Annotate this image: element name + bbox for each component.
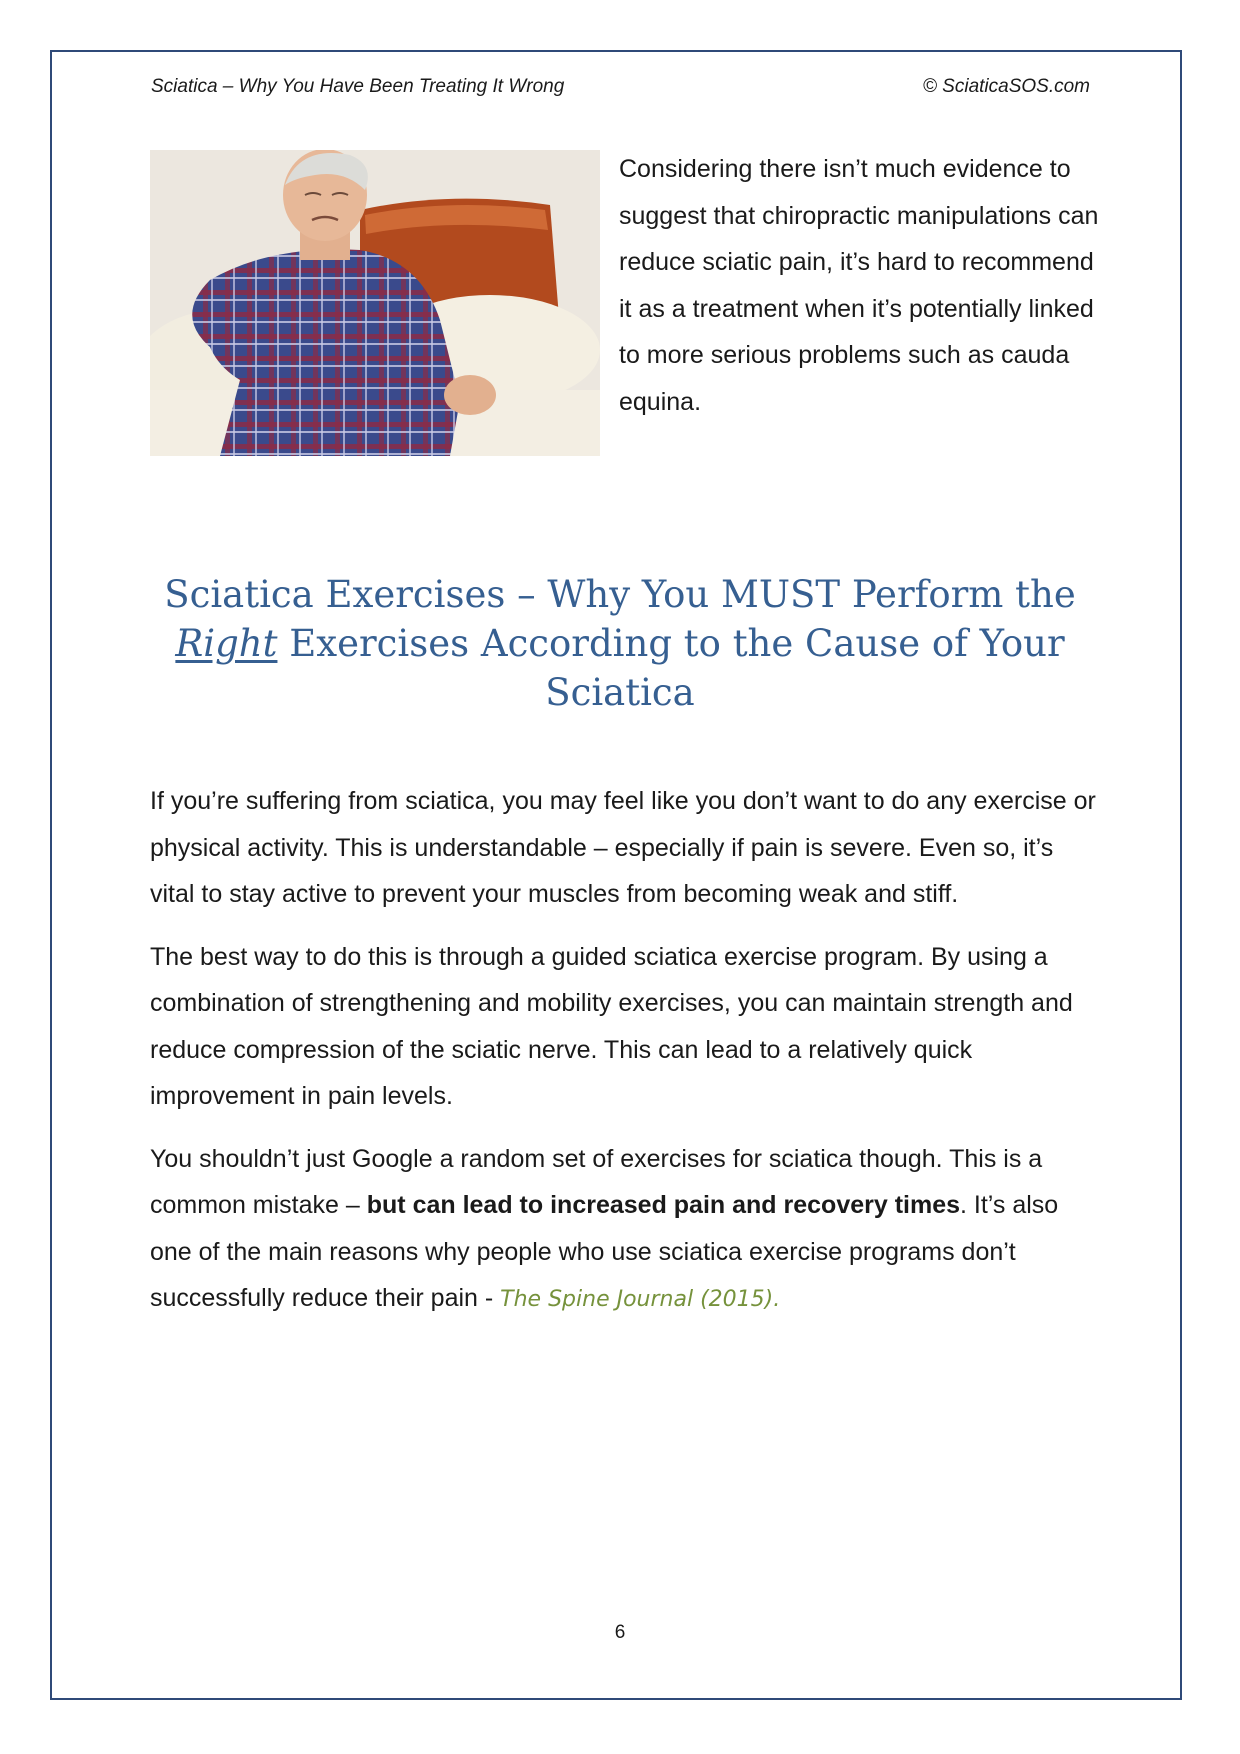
paragraph-2: The best way to do this is through a guided sciatica exercise program. By using a combination of strengthening and mobility exercises, you can maintain strength and reduce compression of the sciatic nerve. This can lead to a relatively quick improvement in pain levels. [150, 942, 1073, 1110]
section-heading [150, 570, 1090, 717]
page-number: 6 [614, 1622, 626, 1643]
citation-link[interactable]: The Spine Journal (2015). [500, 1287, 781, 1312]
paragraph-3 [150, 1136, 1100, 1324]
section-heading-emphasis: Right [175, 622, 278, 665]
intro-paragraph: Considering there isn’t much evidence to suggest that chiropractic manipulations can reduce sciatic pain, it’s hard to recommend it as a treatment when it’s potentially linked to more serious problems such as cauda equina. [619, 155, 1099, 416]
body-text [150, 778, 1100, 1340]
paragraph-3-start: You shouldn’t just Google a random set of exercises for sciatica though. This is a common mistake – [150, 1144, 1043, 1219]
running-header-copyright: © SciaticaSOS.com [922, 76, 1090, 97]
man-with-back-pain-photo [150, 150, 600, 456]
paragraph-3-bold: but can lead to increased pain and recovery times [366, 1191, 961, 1219]
section-heading-part2: Exercises According to the Cause of Your Sciatica [277, 622, 1065, 714]
paragraph-1: If you’re suffering from sciatica, you may feel like you don’t want to do any exercise or physical activity. This is understandable – especially if pain is severe. Even so, it’s vital to stay active to prevent your muscles from becoming weak and stiff. [150, 787, 1096, 908]
running-header-title: Sciatica – Why You Have Been Treating It Wrong [151, 76, 565, 97]
section-heading-part1: Sciatica Exercises – Why You MUST Perform the [164, 573, 1076, 616]
paragraph-3-mid: . It’s also one of the main reasons why people who use sciatica exercise programs don’t successfully reduce their pain - [150, 1191, 1059, 1312]
